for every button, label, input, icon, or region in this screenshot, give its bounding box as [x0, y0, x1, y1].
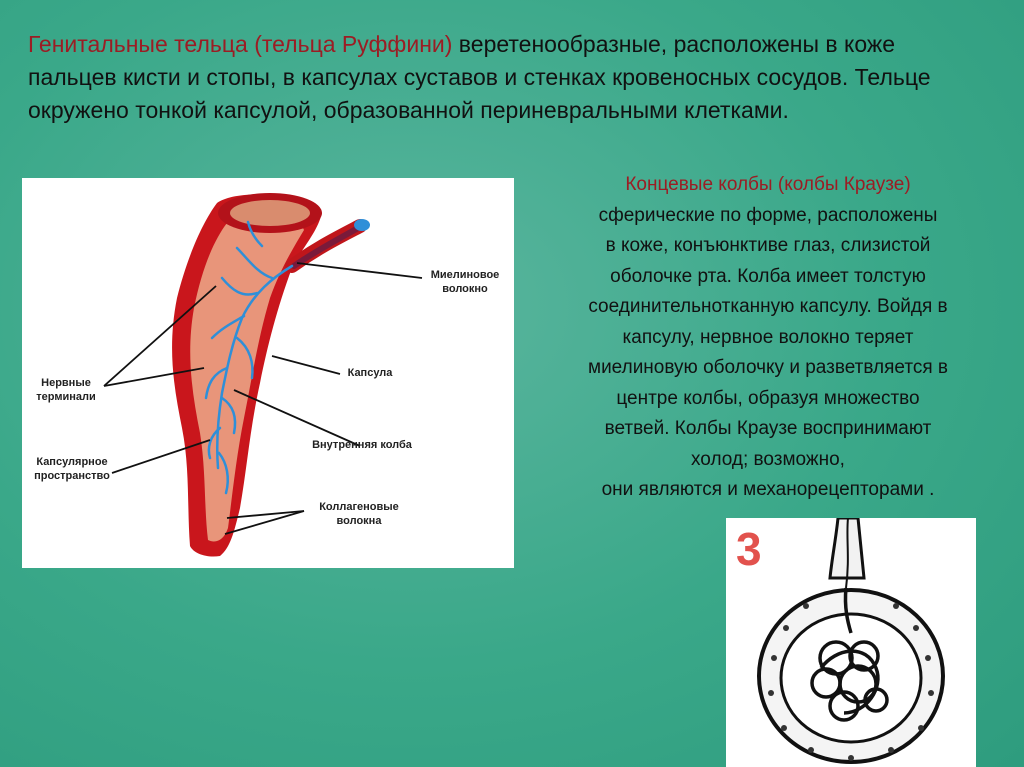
label-collagen-fibers: Коллагеновые волокна — [319, 501, 399, 527]
krause-line: сферические по форме, расположены — [598, 204, 938, 226]
opening-inner — [230, 200, 310, 226]
krause-line: ветвей. Колбы Краузе воспринимают — [604, 418, 932, 439]
krause-description — [528, 170, 1008, 506]
krause-line: холод; возможно, — [691, 448, 845, 470]
label-myelin-fiber: Миелиновое волокно — [430, 269, 500, 295]
bulb-chamber — [781, 614, 921, 742]
ruffini-diagram — [22, 178, 514, 568]
krause-line: миелиновую оболочку и разветвляется в — [588, 357, 948, 378]
fiber-end — [354, 219, 370, 231]
krause-line: в коже, конъюнктиве глаз, слизистой — [605, 235, 931, 256]
krause-line: капсулу, нервное волокно теряет — [622, 326, 914, 348]
krause-line: оболочке рта. Колба имеет толстую — [610, 265, 926, 287]
intro-paragraph — [28, 28, 988, 127]
ruffini-illustration — [22, 178, 514, 568]
label-nerve-terminals: Нервные терминали — [36, 377, 96, 403]
krause-line: соединительнотканную капсулу. Войдя в — [588, 296, 948, 317]
bulb-number: 3 — [736, 523, 762, 575]
label-inner-bulb: Внутренняя колба — [312, 439, 412, 451]
ruffini-description: веретенообразные, расположены в коже пальцев кисти и стопы, в капсулах суставов и стенках кровеносных сосудов. Тельце окружено тонкой капсулой, образованной периневральными клетками. — [28, 31, 931, 123]
ruffini-title: Генитальные тельца (тельца Руффини) — [28, 31, 453, 57]
krause-line: они являются и механорецепторами . — [601, 479, 935, 500]
krause-bulb-image — [726, 518, 976, 767]
krause-title: Концевые колбы (колбы Краузе) — [625, 174, 911, 195]
krause-bulb-illustration — [726, 518, 976, 767]
krause-line: центре колбы, образуя множество — [616, 387, 920, 409]
label-capsular-space: Капсулярное пространство — [34, 456, 110, 482]
label-capsule: Капсула — [347, 367, 393, 379]
